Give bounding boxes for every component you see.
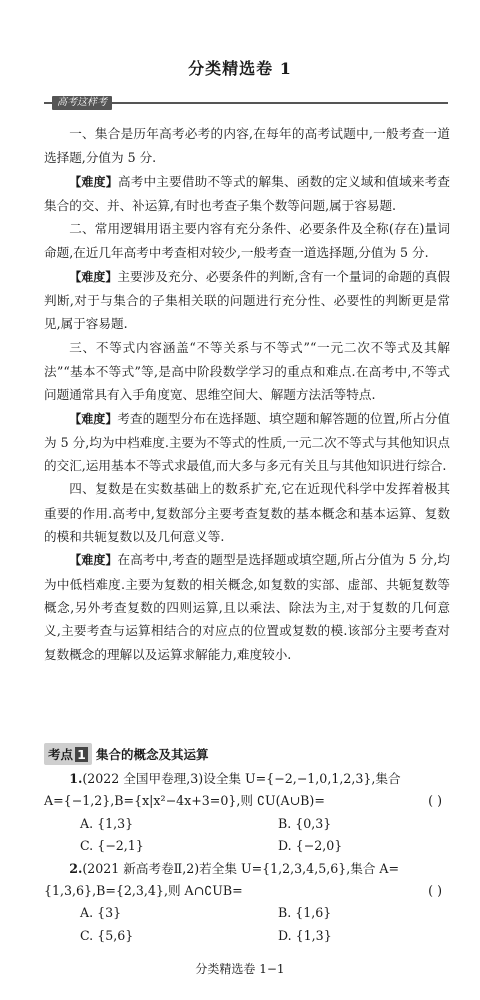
kaodian-heading xyxy=(44,743,450,765)
intro-text xyxy=(44,122,450,666)
option-b: B. {1,6} xyxy=(278,905,332,921)
option-a: A. {3} xyxy=(80,905,122,921)
option-d: D. {1,3} xyxy=(278,927,332,943)
page-title: 分类精选卷 1 xyxy=(188,59,292,78)
question-2 xyxy=(44,858,450,948)
answer-blank: ( ) xyxy=(428,793,442,809)
kaodian-title: 集合的概念及其运算 xyxy=(96,747,209,762)
intro-paragraph: 三、不等式内容涵盖“不等关系与不等式”“一元二次不等式及其解法”“基本不等式”等,是高中阶段数学学习的重点和难点.在高考中,不等式问题通常具有入手角度宽、思维空间大、解题方法活等特点. xyxy=(44,339,450,403)
question-number: 1. xyxy=(69,771,83,786)
banner-label: 高考这样考 xyxy=(52,96,112,110)
kaodian-badge: 考点 1 xyxy=(44,743,92,765)
option-b: B. {0,3} xyxy=(278,815,332,831)
section-banner xyxy=(44,96,448,110)
question-stem: {1,3,6},B={2,3,4},则 A∩∁UB= xyxy=(44,883,243,898)
intro-paragraph: 【难度】主要涉及充分、必要条件的判断,含有一个量词的命题的真假判断,对于与集合的子集相关联的问题进行充分性、必要性的判断更是常见,属于容易题. xyxy=(44,268,450,332)
intro-paragraph: 【难度】高考中主要借助不等式的解集、函数的定义域和值域来考查集合的交、并、补运算,有时也考查子集个数等问题,属于容易题. xyxy=(44,173,450,213)
intro-paragraph: 四、复数是在实数基础上的数系扩充,它在近现代科学中发挥着极其重要的作用.高考中,复数部分主要考查复数的基本概念和基本运算、复数的模和共轭复数以及几何意义等. xyxy=(44,481,450,545)
option-c: C. {5,6} xyxy=(80,927,134,943)
answer-blank: ( ) xyxy=(428,883,442,898)
option-a: A. {1,3} xyxy=(80,815,134,831)
question-stem: A={−1,2},B={x|x²−4x+3=0},则 ∁U(A∪B)= xyxy=(44,793,325,809)
question-list xyxy=(44,768,450,947)
intro-paragraph: 【难度】考查的题型分布在选择题、填空题和解答题的位置,所占分值为 5 分,均为中档难度.主要为不等式的性质,一元二次不等式与其他知识点的交汇,运用基本不等式求最值,而大多与多元有关且与其他知识进行综合. xyxy=(44,410,450,474)
option-d: D. {−2,0} xyxy=(278,838,343,854)
intro-paragraph: 二、常用逻辑用语主要内容有充分条件、必要条件及全称(存在)量词命题,在近几年高考中考查相对较少,一般考查一道选择题,分值为 5 分. xyxy=(44,221,450,261)
question-stem: (2021 新高考卷Ⅱ,2)若全集 U={1,2,3,4,5,6},集合 A= xyxy=(82,860,400,876)
option-c: C. {−2,1} xyxy=(80,838,144,854)
intro-paragraph: 一、集合是历年高考必考的内容,在每年的高考试题中,一般考查一道选择题,分值为 5 分. xyxy=(44,126,450,166)
question-1 xyxy=(44,768,450,858)
question-number: 2. xyxy=(69,860,83,876)
page-footer: 分类精选卷 1−1 xyxy=(195,962,285,976)
intro-paragraph: 【难度】在高考中,考查的题型是选择题或填空题,所占分值为 5 分,均为中低档难度.主要为复数的相关概念,如复数的实部、虚部、共轭复数等概念,另外考查复数的四则运算,且以乘法、除法为主,对于复数的几何意义,主要考查与运算相结合的对应点的位置或复数的模.该部分主要考查对复数概念的理解以及运算求解能力,难度较小. xyxy=(44,552,450,662)
question-stem: (2022 全国甲卷理,3)设全集 U={−2,−1,0,1,2,3},集合 xyxy=(82,771,401,786)
